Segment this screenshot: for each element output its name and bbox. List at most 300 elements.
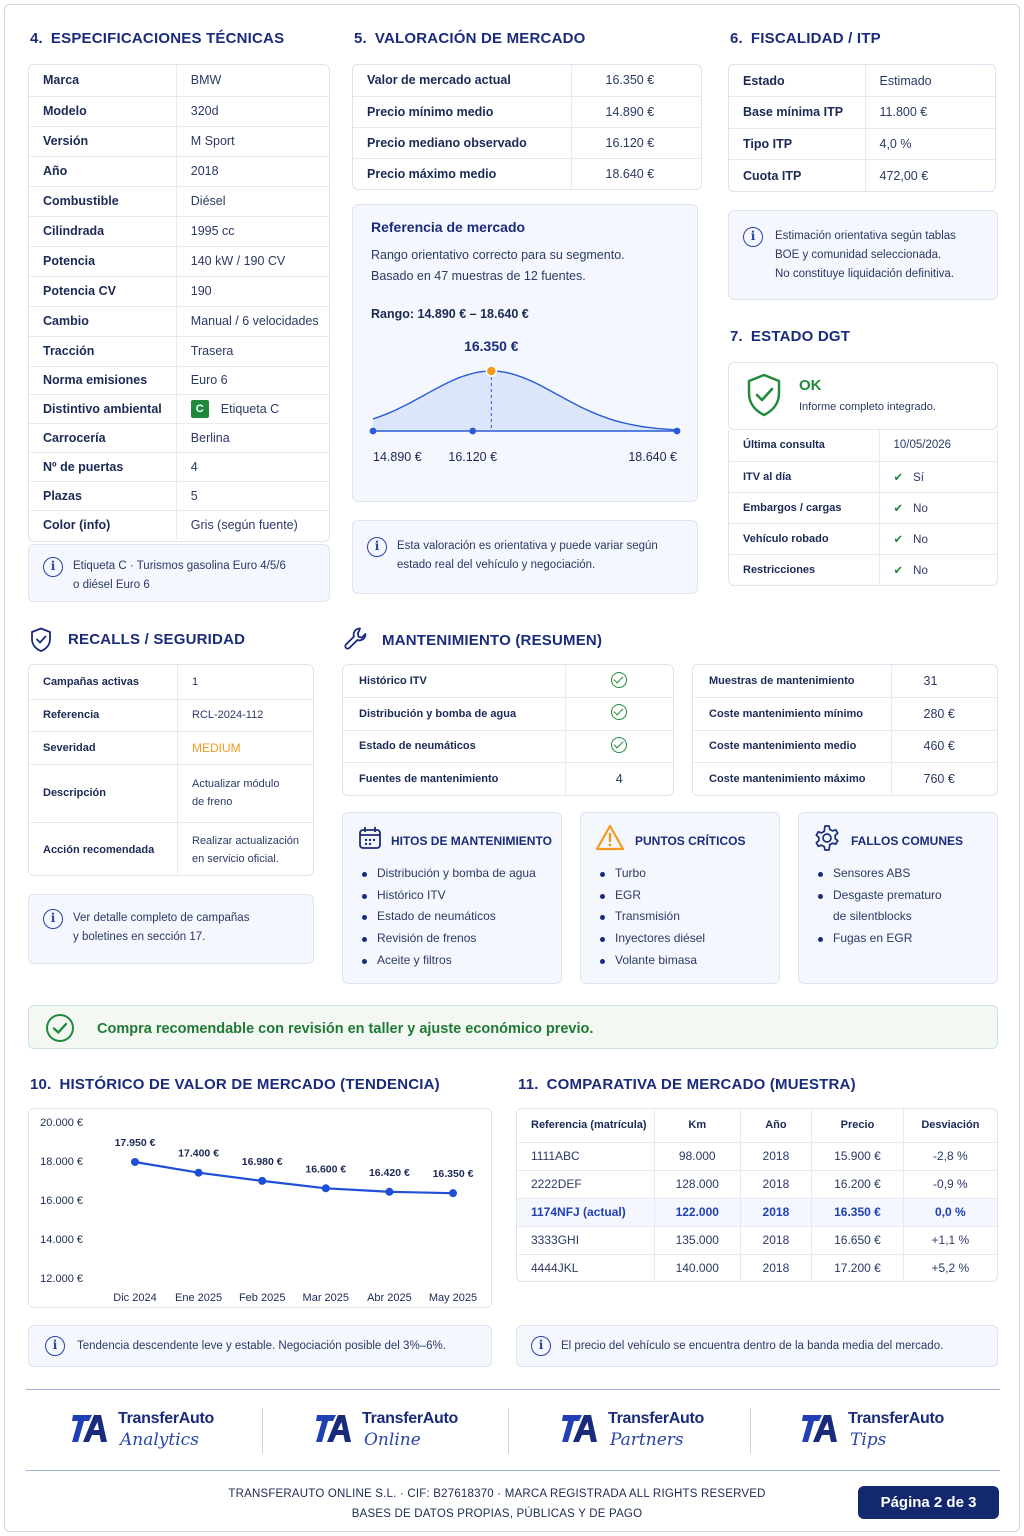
spec-row — [29, 156, 330, 186]
range-label-median: 16.120 € — [448, 450, 498, 464]
maint-key: Coste mantenimiento máximo — [709, 773, 866, 785]
spec-value: 140 kW / 190 CV — [176, 246, 330, 276]
y-tick-label: 14.000 € — [40, 1234, 83, 1246]
range-label: Rango: 14.890 € – 18.640 € — [371, 307, 529, 321]
recall-value-line: Actualizar módulo — [192, 778, 280, 790]
dgt-value — [879, 461, 997, 492]
maint-key: Fuentes de mantenimiento — [359, 773, 499, 785]
trend-point-label: 16.600 € — [305, 1163, 347, 1176]
trend-point — [131, 1158, 139, 1166]
compare-cell: 16.200 € — [812, 1170, 904, 1198]
range-label-min: 14.890 € — [373, 450, 422, 464]
spec-row — [29, 65, 330, 96]
market-title: 5. VALORACIÓN DE MERCADO — [354, 30, 586, 47]
check-circle-icon — [611, 737, 627, 753]
x-tick-label: Mar 2025 — [302, 1292, 350, 1304]
compare-cell: 3333GHI — [517, 1226, 654, 1254]
trend-point-label: 16.420 € — [368, 1166, 410, 1179]
recall-row — [29, 764, 313, 822]
compare-cell: 2222DEF — [517, 1170, 654, 1198]
recall-value-line: 1 — [192, 675, 199, 688]
dgt-table — [729, 430, 997, 585]
trend-point-label: 17.400 € — [178, 1147, 220, 1160]
x-tick-label: Ene 2025 — [175, 1292, 223, 1304]
spec-value — [176, 394, 330, 423]
recall-row — [29, 665, 313, 699]
maint-row — [343, 763, 673, 796]
recalls-table — [29, 665, 313, 876]
compare-cell: 16.650 € — [812, 1226, 904, 1254]
critical-list — [597, 863, 705, 971]
spec-value: 4 — [176, 452, 330, 481]
calendar-icon — [357, 825, 383, 851]
compare-cell: 16.350 € — [812, 1198, 904, 1226]
fisc-rows-value: 11.800 € — [865, 97, 995, 129]
spec-value: Euro 6 — [176, 366, 330, 394]
fisc-rows-row — [729, 160, 995, 192]
x-tick-label: May 2025 — [428, 1292, 478, 1304]
list-item: Distribución y bomba de agua — [359, 863, 536, 885]
brand-script: Online — [364, 1430, 421, 1450]
critical-card — [580, 812, 780, 984]
info-icon: i — [43, 909, 63, 929]
dgt-value — [879, 554, 997, 585]
check-icon: ✔ — [893, 471, 904, 484]
dgt-row — [729, 523, 997, 554]
spec-key: Distintivo ambiental — [29, 394, 176, 423]
spec-card — [28, 64, 330, 542]
range-point-max — [674, 428, 681, 435]
brand-logo — [72, 1408, 242, 1458]
fisc-table — [729, 65, 995, 191]
eco-badge: C — [191, 400, 209, 418]
maint-right-table — [693, 665, 997, 795]
recall-row — [29, 731, 313, 764]
info-icon: i — [43, 557, 63, 577]
maint-right-card — [692, 664, 998, 796]
spec-row — [29, 306, 330, 336]
faults-list — [815, 863, 942, 950]
fisc-rows-key: Tipo ITP — [729, 128, 865, 160]
dgt-key: Vehículo robado — [729, 523, 879, 554]
compare-header: Precio — [812, 1109, 904, 1142]
spec-value: 320d — [176, 96, 330, 126]
brand-script: Analytics — [120, 1430, 199, 1450]
trend-point — [322, 1184, 330, 1192]
current-value-label: 16.350 € — [464, 338, 519, 354]
dgt-key: ITV al día — [729, 461, 879, 492]
compare-cell: +5,2 % — [903, 1254, 997, 1282]
brand-script: Partners — [610, 1430, 684, 1450]
maint-value: 280 € — [891, 698, 997, 731]
spec-row — [29, 336, 330, 366]
list-item: Revisión de frenos — [359, 928, 536, 950]
maint-value — [565, 698, 673, 731]
fisc-rows-key: Base mínima ITP — [729, 97, 865, 129]
compare-header: Referencia (matrícula) — [517, 1109, 654, 1142]
market-rows-key: Precio mínimo medio — [353, 96, 571, 127]
list-item: Turbo — [597, 863, 705, 885]
spec-key: Versión — [29, 126, 176, 156]
brand-name: TransferAuto — [608, 1410, 704, 1427]
recall-value — [178, 822, 314, 876]
ta-logo-icon — [72, 1412, 108, 1446]
spec-key: Norma emisiones — [29, 366, 176, 394]
x-tick-label: Feb 2025 — [238, 1292, 286, 1304]
warning-icon — [595, 824, 625, 852]
market-reference-card — [352, 204, 698, 502]
trend-point — [449, 1189, 457, 1197]
dgt-value — [879, 492, 997, 523]
maint-row — [693, 763, 997, 796]
fisc-rows-row — [729, 97, 995, 129]
maint-row — [693, 730, 997, 763]
recall-value — [178, 764, 314, 822]
y-tick-label: 16.000 € — [40, 1195, 83, 1207]
compare-cell: 2018 — [740, 1254, 812, 1282]
page-indicator: Página 2 de 3 — [858, 1486, 999, 1519]
maint-key: Distribución y bomba de agua — [343, 698, 565, 731]
recall-value — [178, 699, 314, 731]
maint-value — [565, 730, 673, 763]
list-item: Fugas en EGR — [815, 928, 942, 950]
list-item: Sensores ABS — [815, 863, 942, 885]
compare-header: Km — [654, 1109, 740, 1142]
maint-value: 31 — [891, 665, 997, 698]
recall-value — [178, 665, 314, 699]
spec-row — [29, 216, 330, 246]
market-rows-row — [353, 96, 701, 127]
check-circle-icon — [611, 672, 627, 688]
fisc-rows-row — [729, 65, 995, 97]
spec-key: Año — [29, 156, 176, 186]
spec-row — [29, 423, 330, 452]
history-title: 10. HISTÓRICO DE VALOR DE MERCADO (TENDENCIA) — [30, 1076, 440, 1093]
ta-logo-icon — [316, 1412, 352, 1446]
check-icon: ✔ — [893, 502, 904, 515]
compare-header: Desviación — [903, 1109, 997, 1142]
trend-point-label: 16.350 € — [432, 1168, 474, 1181]
spec-row — [29, 366, 330, 394]
spec-info: i Etiqueta C · Turismos gasolina Euro 4/5/6 o diésel Euro 6 — [28, 544, 330, 602]
milestones-title: HITOS DE MANTENIMIENTO — [391, 834, 552, 848]
dgt-card — [728, 430, 998, 586]
spec-value: Berlina — [176, 423, 330, 452]
spec-key: Potencia — [29, 246, 176, 276]
recall-key: Campañas activas — [29, 665, 178, 699]
compare-cell: 1174NFJ (actual) — [517, 1198, 654, 1226]
spec-key: Combustible — [29, 186, 176, 216]
maint-row — [343, 730, 673, 763]
market-rows-value: 18.640 € — [571, 158, 701, 189]
compare-cell: 140.000 — [654, 1254, 740, 1282]
current-value-point — [486, 366, 496, 376]
spec-key: Potencia CV — [29, 276, 176, 306]
spec-title: 4. ESPECIFICACIONES TÉCNICAS — [30, 30, 285, 47]
y-tick-label: 18.000 € — [40, 1156, 83, 1168]
recall-value-line: en servicio oficial. — [192, 852, 279, 865]
check-icon: ✔ — [893, 564, 904, 577]
spec-key: Color (info) — [43, 517, 111, 532]
spec-value: 5 — [176, 481, 330, 510]
fisc-rows-key: Estado — [729, 65, 865, 97]
spec-value: Manual / 6 velocidades — [176, 306, 330, 336]
market-table — [353, 65, 701, 189]
market-rows-value: 16.350 € — [571, 65, 701, 96]
y-tick-label: 20.000 € — [40, 1117, 83, 1129]
critical-title: PUNTOS CRÍTICOS — [635, 834, 746, 848]
maint-row — [343, 698, 673, 731]
compare-cell: 98.000 — [654, 1142, 740, 1170]
list-item: de silentblocks — [833, 909, 912, 924]
range-label-max: 18.640 € — [628, 450, 677, 464]
info-icon: i — [743, 227, 763, 247]
market-rows-key: Precio mediano observado — [353, 127, 571, 158]
compare-header-row — [517, 1109, 997, 1142]
compare-cell: 2018 — [740, 1170, 812, 1198]
brands-top-rule — [26, 1389, 1000, 1390]
maint-row — [343, 665, 673, 698]
spec-row — [29, 276, 330, 306]
table-row — [517, 1198, 997, 1226]
maint-value: 460 € — [891, 730, 997, 763]
brand-divider — [508, 1408, 509, 1454]
compare-table — [517, 1109, 997, 1282]
maint-title: MANTENIMIENTO (RESUMEN) — [382, 632, 603, 649]
info-icon: i — [367, 537, 387, 557]
compare-cell: 17.200 € — [812, 1254, 904, 1282]
dgt-value — [879, 430, 997, 461]
list-item: Volante bimasa — [597, 950, 705, 972]
check-circle-icon — [45, 1013, 75, 1043]
market-rows-row — [353, 127, 701, 158]
ta-logo-icon — [562, 1412, 598, 1446]
list-item: Transmisión — [597, 906, 705, 928]
fisc-rows-key: Cuota ITP — [743, 168, 802, 183]
dgt-value-text: 10/05/2026 — [893, 439, 952, 452]
spec-key: Cilindrada — [29, 216, 176, 246]
reference-title: Referencia de mercado — [371, 219, 526, 235]
dgt-key: Última consulta — [729, 430, 879, 461]
footer-text: TRANSFERAUTO ONLINE S.L. · CIF: B27618370 · MARCA REGISTRADA ALL RIGHTS RESERVED BASES DE DATOS PROPIAS, PÚBLICAS Y DE PAGO — [228, 1488, 766, 1520]
compare-cell: 2018 — [740, 1142, 812, 1170]
range-point-min — [370, 428, 377, 435]
faults-title: FALLOS COMUNES — [851, 834, 964, 848]
fisc-rows-value: 4,0 % — [865, 128, 995, 160]
compare-cell: 135.000 — [654, 1226, 740, 1254]
recall-key: Acción recomendada — [43, 843, 155, 856]
compare-cell: -0,9 % — [903, 1170, 997, 1198]
market-rows-key: Valor de mercado actual — [353, 65, 571, 96]
spec-value: Gris (según fuente) — [176, 510, 330, 539]
list-item: Inyectores diésel — [597, 928, 705, 950]
spec-row — [29, 96, 330, 126]
list-item: Histórico ITV — [359, 885, 536, 907]
spec-table — [29, 65, 330, 539]
recall-value-line: MEDIUM — [192, 740, 241, 755]
brand-name: TransferAuto — [848, 1410, 944, 1427]
recall-key: Severidad — [29, 731, 178, 764]
maint-left-card — [342, 664, 674, 796]
recall-value-line: de freno — [192, 796, 233, 808]
range-bell-chart — [353, 325, 698, 475]
faults-card — [798, 812, 998, 984]
maint-row — [693, 665, 997, 698]
spec-key: Plazas — [29, 481, 176, 510]
trend-point — [195, 1169, 203, 1177]
fisc-info: i Estimación orientativa según tablas BOE y comunidad seleccionada. No constituye liquidación definitiva. — [728, 210, 998, 300]
verdict-text: Compra recomendable con revisión en taller y ajuste económico previo. — [97, 1021, 594, 1037]
maint-value: 760 € — [891, 763, 997, 796]
verdict-banner — [28, 1005, 998, 1049]
maint-value: 4 — [565, 763, 673, 796]
recalls-info: i Ver detalle completo de campañas y boletines en sección 17. — [28, 894, 314, 964]
fisc-rows-row — [729, 128, 995, 160]
brand-logo — [802, 1408, 972, 1458]
compare-cell: 2018 — [740, 1226, 812, 1254]
value-trend-chart — [29, 1109, 492, 1308]
recall-row — [29, 699, 313, 731]
spec-key: Nº de puertas — [29, 452, 176, 481]
spec-key: Modelo — [29, 96, 176, 126]
table-row — [517, 1170, 997, 1198]
brands-bottom-rule — [26, 1470, 1000, 1471]
brand-name: TransferAuto — [362, 1410, 458, 1427]
spec-row — [29, 510, 330, 539]
brand-name: TransferAuto — [118, 1410, 214, 1427]
maint-row — [693, 698, 997, 731]
brand-logo — [562, 1408, 732, 1458]
x-tick-label: Dic 2024 — [113, 1292, 157, 1304]
x-tick-label: Abr 2025 — [367, 1292, 412, 1304]
recall-key: Descripción — [29, 764, 178, 822]
maint-key: Coste mantenimiento medio — [693, 730, 891, 763]
info-icon: i — [531, 1336, 551, 1356]
fisc-rows-value: Estimado — [865, 65, 995, 97]
range-point-median — [469, 428, 476, 435]
market-info: i Esta valoración es orientativa y puede variar según estado real del vehículo y negociación. — [352, 520, 698, 594]
compare-info: i El precio del vehículo se encuentra dentro de la banda media del mercado. — [516, 1325, 998, 1367]
spec-row — [29, 246, 330, 276]
maint-key: Estado de neumáticos — [343, 730, 565, 763]
milestones-list — [359, 863, 536, 971]
list-item: Aceite y filtros — [359, 950, 536, 972]
compare-title: 11. COMPARATIVA DE MERCADO (MUESTRA) — [518, 1076, 856, 1093]
spec-value: M Sport — [176, 126, 330, 156]
market-rows-row — [353, 158, 701, 189]
dgt-row — [729, 492, 997, 523]
table-row — [517, 1142, 997, 1170]
maint-value — [565, 665, 673, 698]
recall-value-line: RCL-2024-112 — [192, 709, 264, 721]
maint-left-table — [343, 665, 673, 795]
spec-value: Diésel — [176, 186, 330, 216]
fisc-card — [728, 64, 996, 192]
compare-cell: 0,0 % — [903, 1198, 997, 1226]
bell-area — [373, 371, 677, 431]
spec-key: Marca — [29, 65, 176, 96]
wrench-icon — [343, 626, 369, 652]
dgt-key: Embargos / cargas — [729, 492, 879, 523]
list-item: EGR — [597, 885, 705, 907]
list-item: Desgaste prematuro — [815, 885, 942, 907]
dgt-status-sub: Informe completo integrado. — [799, 401, 936, 413]
brand-divider — [262, 1408, 263, 1454]
history-info: i Tendencia descendente leve y estable. Negociación posible del 3%–6%. — [28, 1325, 492, 1367]
market-rows-value: 16.120 € — [571, 127, 701, 158]
recall-key: Referencia — [29, 699, 178, 731]
spec-value: 2018 — [176, 156, 330, 186]
compare-cell: 2018 — [740, 1198, 812, 1226]
compare-cell: +1,1 % — [903, 1226, 997, 1254]
spec-value: Trasera — [176, 336, 330, 366]
spec-row — [29, 126, 330, 156]
y-tick-label: 12.000 € — [40, 1273, 83, 1285]
info-icon: i — [45, 1336, 65, 1356]
market-card — [352, 64, 702, 190]
dgt-value-text: No — [913, 564, 928, 577]
trend-point — [385, 1188, 393, 1196]
dgt-status: OK — [799, 377, 822, 394]
compare-header: Año — [740, 1109, 812, 1142]
dgt-value-text: Sí — [913, 471, 925, 484]
compare-cell: 128.000 — [654, 1170, 740, 1198]
history-chart-card — [28, 1108, 492, 1308]
market-rows-value: 14.890 € — [571, 96, 701, 127]
trend-point-label: 16.980 € — [241, 1155, 283, 1168]
compare-cell: 122.000 — [654, 1198, 740, 1226]
dgt-row — [729, 430, 997, 461]
ta-logo-icon — [802, 1412, 838, 1446]
list-item: Estado de neumáticos — [359, 906, 536, 928]
spec-key: Cambio — [29, 306, 176, 336]
dgt-value-text: No — [913, 502, 928, 515]
shield-check-icon — [745, 373, 783, 417]
recalls-title: RECALLS / SEGURIDAD — [68, 631, 246, 648]
recall-value-line: Realizar actualización — [192, 834, 299, 847]
spec-row — [29, 481, 330, 510]
spec-key: Carrocería — [29, 423, 176, 452]
dgt-value-text: No — [913, 533, 928, 546]
spec-row — [29, 452, 330, 481]
reference-text: Rango orientativo correcto para su segmento. Basado en 47 muestras de 12 fuentes. — [371, 248, 625, 283]
brand-script: Tips — [850, 1430, 887, 1450]
milestones-card — [342, 812, 562, 984]
recall-value — [178, 731, 314, 764]
compare-cell: 1111ABC — [517, 1142, 654, 1170]
compare-cell: 4444JKL — [531, 1261, 579, 1276]
spec-value: BMW — [176, 65, 330, 96]
compare-card — [516, 1108, 998, 1282]
maint-key: Histórico ITV — [343, 665, 565, 698]
maint-key: Coste mantenimiento mínimo — [693, 698, 891, 731]
trend-point — [258, 1177, 266, 1185]
fisc-rows-value: 472,00 € — [865, 160, 995, 192]
dgt-row — [729, 461, 997, 492]
spec-key: Tracción — [29, 336, 176, 366]
brand-divider — [750, 1408, 751, 1454]
dgt-title: 7. ESTADO DGT — [730, 328, 851, 345]
market-rows-row — [353, 65, 701, 96]
table-row — [517, 1226, 997, 1254]
spec-row — [29, 186, 330, 216]
spec-value: 190 — [176, 276, 330, 306]
table-row — [517, 1254, 997, 1282]
recalls-card — [28, 664, 314, 876]
recall-row — [29, 822, 313, 876]
check-icon: ✔ — [893, 533, 904, 546]
spec-value: 1995 cc — [176, 216, 330, 246]
